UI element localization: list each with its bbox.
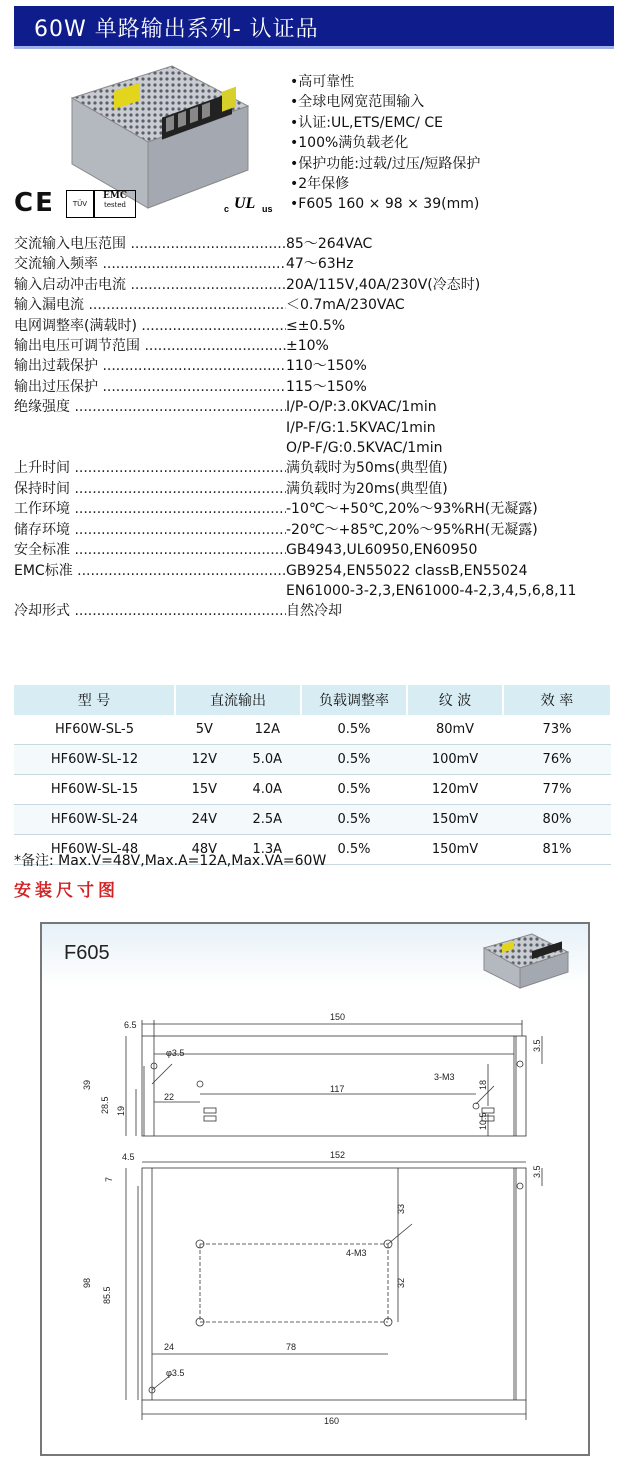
spec-value: O/P-F/G:0.5KVAC/1min (286, 440, 443, 457)
spec-row (14, 234, 619, 254)
spec-label: 交流输入电压范围 ..... (14, 234, 286, 254)
ul-mark: UL (234, 195, 256, 212)
table-cell: HF60W-SL-15 (14, 775, 175, 805)
spec-label: 储存环境 ..... (14, 520, 286, 540)
spec-row (14, 336, 619, 356)
spec-label: 输入漏电流 ..... (14, 295, 286, 315)
feature-item: • F605 160 × 98 × 39(mm) (290, 194, 480, 214)
dim-3-m3: 3-M3 (434, 1072, 455, 1082)
table-cell: 5.0A (234, 745, 301, 775)
table-cell: 0.5% (301, 775, 407, 805)
spec-value: EN61000-3-2,3,EN61000-4-2,3,4,5,6,8,11 (286, 582, 577, 599)
table-cell: 76% (503, 745, 611, 775)
dim-33: 33 (396, 1203, 406, 1214)
table-row (14, 805, 611, 835)
spec-label: 上升时间 ..... (14, 458, 286, 478)
section-title: 安装尺寸图 (14, 881, 119, 901)
dimension-drawing (40, 922, 590, 1456)
table-cell: 5V (175, 715, 234, 745)
table-cell: 150mV (407, 805, 503, 835)
model-table-body (14, 715, 611, 865)
th-model: 型 号 (14, 685, 175, 715)
table-row (14, 715, 611, 745)
spec-value: 110～150% (286, 358, 367, 375)
table-cell: 80% (503, 805, 611, 835)
th-dc-output: 直流输出 (175, 685, 301, 715)
dim-98: 98 (82, 1277, 92, 1288)
spec-value: 85～264VAC (286, 236, 373, 252)
table-cell: 15V (175, 775, 234, 805)
dim-117: 117 (330, 1084, 345, 1094)
spec-label: 电网调整率(满载时) ..... (14, 316, 286, 336)
table-cell: 12A (234, 715, 301, 745)
dim-4-m3: 4-M3 (346, 1248, 367, 1258)
spec-label: EMC标准 ..... (14, 561, 286, 581)
th-efficiency: 效 率 (503, 685, 611, 715)
ul-c: c (224, 204, 230, 214)
note: *备注: Max.V=48V,Max.A=12A,Max.VA=60W (14, 853, 327, 869)
spec-value: 47～63Hz (286, 256, 354, 273)
dim-22: 22 (164, 1092, 175, 1102)
table-cell: 0.5% (301, 835, 407, 865)
feature-item: • 认证:UL,ETS/EMC/ CE (290, 113, 480, 133)
table-cell: 77% (503, 775, 611, 805)
dim-3-5a: 3.5 (532, 1039, 542, 1052)
emc-logo (94, 190, 136, 218)
spec-row (14, 458, 619, 478)
spec-value: I/P-O/P:3.0KVAC/1min (286, 399, 437, 416)
spec-value: ≤±0.5% (286, 317, 346, 334)
dim-7: 7 (104, 1176, 114, 1182)
table-cell: 150mV (407, 835, 503, 865)
spec-value: ±10% (286, 338, 329, 355)
feature-item: • 2年保修 (290, 174, 480, 194)
table-cell: 2.5A (234, 805, 301, 835)
spec-label: 冷却形式 ..... (14, 601, 286, 621)
spec-value: I/P-F/G:1.5KVAC/1min (286, 419, 436, 436)
table-cell: 12V (175, 745, 234, 775)
feature-list (290, 72, 480, 215)
spec-label: 输出电压可调节范围 ..... (14, 336, 286, 356)
feature-item: • 全球电网宽范围输入 (290, 92, 480, 112)
spec-value: 自然冷却 (286, 603, 342, 620)
feature-item: • 高可靠性 (290, 72, 480, 92)
spec-label: 输出过载保护 ..... (14, 356, 286, 376)
spec-label: 保持时间 ..... (14, 479, 286, 499)
spec-value: -20℃～+85℃,20%～95%RH(无凝露) (286, 521, 538, 538)
drawing-code: F605 (64, 942, 110, 964)
spec-row (14, 601, 619, 621)
table-cell: HF60W-SL-24 (14, 805, 175, 835)
dim-phi-2: φ3.5 (166, 1368, 185, 1378)
table-cell: 1.3A (234, 835, 301, 865)
spec-row (14, 397, 619, 417)
dim-78: 78 (286, 1342, 297, 1352)
spec-value: GB4943,UL60950,EN60950 (286, 542, 478, 559)
feature-item: • 100%满负载老化 (290, 133, 480, 153)
dim-phi-1: φ3.5 (166, 1048, 185, 1058)
spec-value: 满负载时为20ms(典型值) (286, 480, 448, 497)
spec-row (14, 479, 619, 499)
spec-label: 工作环境 ..... (14, 499, 286, 519)
table-header-row (14, 685, 611, 715)
spec-row (14, 418, 619, 438)
table-cell: 81% (503, 835, 611, 865)
dim-3-5b: 3.5 (532, 1165, 542, 1178)
dim-28-5: 28.5 (100, 1096, 110, 1114)
spec-row (14, 377, 619, 397)
page-title: 60W 单路输出系列- 认证品 (34, 17, 319, 42)
spec-row (14, 316, 619, 336)
spec-row (14, 499, 619, 519)
table-cell: 4.0A (234, 775, 301, 805)
table-row (14, 745, 611, 775)
dim-32: 32 (396, 1277, 406, 1288)
header-bar (14, 6, 614, 49)
dim-10-5: 10.5 (478, 1112, 488, 1130)
table-cell: 24V (175, 805, 234, 835)
ce-logo: CE (14, 188, 55, 218)
table-cell: HF60W-SL-12 (14, 745, 175, 775)
spec-row (14, 356, 619, 376)
table-cell: HF60W-SL-5 (14, 715, 175, 745)
table-cell: 0.5% (301, 745, 407, 775)
spec-row (14, 520, 619, 540)
emc-logo-main: EMC (103, 191, 127, 201)
spec-value: -10℃～+50℃,20%～93%RH(无凝露) (286, 501, 538, 518)
dim-4-5: 4.5 (122, 1152, 135, 1162)
dim-24: 24 (164, 1342, 175, 1352)
spec-row (14, 438, 619, 458)
spec-label: 输出过压保护 ..... (14, 377, 286, 397)
ul-logo (222, 190, 282, 216)
certification-logos (14, 184, 284, 220)
dim-39: 39 (82, 1079, 92, 1090)
drawing-lines (42, 924, 588, 1454)
model-table (14, 685, 612, 865)
table-cell: 0.5% (301, 805, 407, 835)
dim-152: 152 (330, 1150, 346, 1160)
table-cell: 73% (503, 715, 611, 745)
spec-row (14, 295, 619, 315)
dim-6-5: 6.5 (124, 1020, 137, 1030)
spec-value: GB9254,EN55022 classB,EN55024 (286, 562, 528, 579)
spec-row (14, 540, 619, 560)
dim-18: 18 (478, 1079, 488, 1090)
spec-value: ＜0.7mA/230VAC (286, 297, 405, 314)
spec-row (14, 561, 619, 581)
table-cell: 100mV (407, 745, 503, 775)
spec-list (14, 234, 619, 622)
spec-row (14, 254, 619, 274)
table-cell: 48V (175, 835, 234, 865)
tuv-logo: TÜV (66, 190, 94, 218)
table-cell: 80mV (407, 715, 503, 745)
spec-value: 满负载时为50ms(典型值) (286, 460, 448, 477)
emc-logo-sub: tested (104, 201, 126, 209)
spec-label: 输入启动冲击电流 ..... (14, 275, 286, 295)
table-cell: HF60W-SL-48 (14, 835, 175, 865)
spec-row (14, 275, 619, 295)
th-ripple: 纹 波 (407, 685, 503, 715)
spec-value: 20A/115V,40A/230V(冷态时) (286, 276, 481, 293)
dim-150: 150 (330, 1012, 346, 1022)
dim-160: 160 (324, 1416, 340, 1426)
table-cell: 120mV (407, 775, 503, 805)
spec-label: 绝缘强度 ..... (14, 397, 286, 417)
spec-label: 安全标准 ..... (14, 540, 286, 560)
dim-19: 19 (116, 1105, 126, 1116)
ul-us: us (262, 204, 273, 214)
spec-row (14, 581, 619, 601)
feature-item: • 保护功能:过载/过压/短路保护 (290, 154, 480, 174)
table-cell: 0.5% (301, 715, 407, 745)
th-load-regulation: 负载调整率 (301, 685, 407, 715)
spec-label: 交流输入频率 ..... (14, 254, 286, 274)
dim-85-5: 85.5 (102, 1286, 112, 1304)
spec-value: 115～150% (286, 378, 367, 395)
table-row (14, 775, 611, 805)
